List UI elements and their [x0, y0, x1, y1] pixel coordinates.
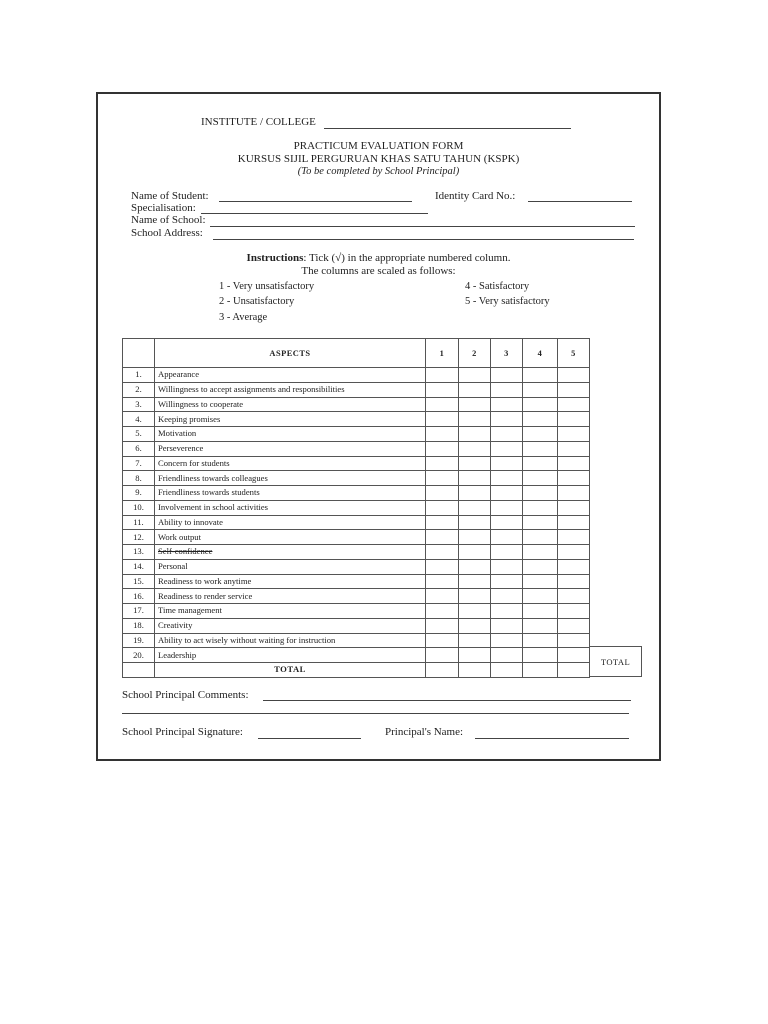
rating-cell-4[interactable] — [523, 574, 558, 589]
rating-cell-3[interactable] — [491, 412, 523, 427]
aspect-label: Self-confidence — [155, 545, 426, 560]
rating-cell-1[interactable] — [426, 382, 459, 397]
institute-input-line[interactable] — [324, 128, 571, 129]
rating-cell-4[interactable] — [523, 441, 558, 456]
rating-cell-2[interactable] — [459, 471, 491, 486]
aspect-label: Readiness to render service — [155, 589, 426, 604]
table-row — [123, 648, 590, 663]
instructions-line — [98, 252, 659, 264]
rating-cell-5[interactable] — [558, 441, 590, 456]
rating-cell-1[interactable] — [426, 427, 459, 442]
aspect-label: Perseverence — [155, 441, 426, 456]
rating-cell-4[interactable] — [523, 589, 558, 604]
row-number: 15. — [123, 574, 155, 589]
row-number: 7. — [123, 456, 155, 471]
row-number: 9. — [123, 486, 155, 501]
rating-cell-1[interactable] — [426, 456, 459, 471]
rating-cell-2[interactable] — [459, 515, 491, 530]
aspect-label: Motivation — [155, 427, 426, 442]
rating-cell-1[interactable] — [426, 648, 459, 663]
scale-4: 4 - Satisfactory — [465, 281, 530, 292]
rating-cell-2[interactable] — [459, 545, 491, 560]
column-header-1: 1 — [426, 339, 459, 368]
scale-3: 3 - Average — [219, 312, 268, 323]
side-total-box[interactable] — [589, 646, 642, 677]
table-row — [123, 515, 590, 530]
rating-cell-3[interactable] — [491, 618, 523, 633]
column-header-4: 4 — [523, 339, 558, 368]
row-number: 13. — [123, 545, 155, 560]
rating-cell-4[interactable] — [523, 427, 558, 442]
rating-cell-3[interactable] — [491, 456, 523, 471]
rating-cell-2[interactable] — [459, 427, 491, 442]
rating-cell-5[interactable] — [558, 648, 590, 663]
scale-note: The columns are scaled as follows: — [301, 265, 456, 277]
rating-cell-1[interactable] — [426, 486, 459, 501]
rating-cell-4[interactable] — [523, 397, 558, 412]
row-number: 6. — [123, 441, 155, 456]
row-number: 20. — [123, 648, 155, 663]
aspect-label: Creativity — [155, 618, 426, 633]
rating-cell-5[interactable] — [558, 589, 590, 604]
principal-name-line[interactable] — [475, 738, 629, 739]
rating-cell-4[interactable] — [523, 412, 558, 427]
row-number: 5. — [123, 427, 155, 442]
rating-cell-3[interactable] — [491, 471, 523, 486]
rating-cell-1[interactable] — [426, 412, 459, 427]
rating-cell-5[interactable] — [558, 545, 590, 560]
aspect-label: Appearance — [155, 368, 426, 383]
rating-cell-1[interactable] — [426, 397, 459, 412]
table-row — [123, 574, 590, 589]
rating-cell-4[interactable] — [523, 530, 558, 545]
rating-cell-1[interactable] — [426, 633, 459, 648]
identity-card-label: Identity Card No.: — [435, 190, 516, 202]
rating-cell-2[interactable] — [459, 618, 491, 633]
student-name-line[interactable] — [219, 201, 412, 202]
rating-cell-3[interactable] — [491, 589, 523, 604]
specialisation-line[interactable] — [201, 213, 428, 214]
total-row — [123, 663, 590, 678]
rating-cell-5[interactable] — [558, 618, 590, 633]
table-row — [123, 604, 590, 619]
rating-cell-2[interactable] — [459, 486, 491, 501]
rating-cell-3[interactable] — [491, 515, 523, 530]
rating-cell-5[interactable] — [558, 486, 590, 501]
row-number: 8. — [123, 471, 155, 486]
specialisation-label: Specialisation: — [131, 202, 196, 214]
rating-cell-2[interactable] — [459, 382, 491, 397]
row-number: 11. — [123, 515, 155, 530]
rating-cell-4[interactable] — [523, 648, 558, 663]
rating-cell-2[interactable] — [459, 633, 491, 648]
rating-cell-2[interactable] — [459, 368, 491, 383]
rating-cell-3[interactable] — [491, 441, 523, 456]
aspect-label: Friendliness towards colleagues — [155, 471, 426, 486]
scale-2: 2 - Unsatisfactory — [219, 296, 295, 307]
table-header-row — [123, 339, 590, 368]
rating-cell-1[interactable] — [426, 515, 459, 530]
row-number: 3. — [123, 397, 155, 412]
rating-cell-3[interactable] — [491, 559, 523, 574]
signature-line[interactable] — [258, 738, 361, 739]
rating-cell-3[interactable] — [491, 633, 523, 648]
rating-cell-3[interactable] — [491, 397, 523, 412]
comments-line-2[interactable] — [122, 713, 629, 714]
total-label: TOTAL — [155, 663, 426, 678]
total-number-cell — [123, 663, 155, 678]
course-title: KURSUS SIJIL PERGURUAN KHAS SATU TAHUN (KSPK) — [237, 153, 520, 165]
rating-cell-5[interactable] — [558, 427, 590, 442]
rating-cell-2[interactable] — [459, 397, 491, 412]
aspect-label: Keeping promises — [155, 412, 426, 427]
table-row — [123, 441, 590, 456]
rating-cell-2[interactable] — [459, 412, 491, 427]
rating-cell-2[interactable] — [459, 530, 491, 545]
completion-note: (To be completed by School Principal) — [297, 166, 460, 177]
school-name-label: Name of School: — [131, 214, 206, 226]
rating-cell-5[interactable] — [558, 500, 590, 515]
rating-cell-2[interactable] — [459, 500, 491, 515]
rating-cell-1[interactable] — [426, 368, 459, 383]
comments-line-1[interactable] — [263, 700, 631, 701]
aspects-header: ASPECTS — [155, 339, 426, 368]
rating-cell-3[interactable] — [491, 382, 523, 397]
rating-cell-3[interactable] — [491, 500, 523, 515]
signature-label: School Principal Signature: — [122, 726, 243, 738]
rating-cell-4[interactable] — [523, 500, 558, 515]
total-cell-3[interactable] — [491, 663, 523, 678]
row-number: 18. — [123, 618, 155, 633]
rating-cell-4[interactable] — [523, 471, 558, 486]
table-row — [123, 559, 590, 574]
rating-cell-4[interactable] — [523, 559, 558, 574]
rating-cell-5[interactable] — [558, 559, 590, 574]
column-header-2: 2 — [459, 339, 491, 368]
rating-cell-2[interactable] — [459, 589, 491, 604]
total-cell-5[interactable] — [558, 663, 590, 678]
aspect-label: Concern for students — [155, 456, 426, 471]
school-address-line[interactable] — [213, 239, 634, 240]
rating-cell-1[interactable] — [426, 574, 459, 589]
aspect-label: Readiness to work anytime — [155, 574, 426, 589]
aspect-label: Friendliness towards students — [155, 486, 426, 501]
rating-cell-5[interactable] — [558, 633, 590, 648]
rating-cell-5[interactable] — [558, 604, 590, 619]
row-number: 2. — [123, 382, 155, 397]
total-cell-4[interactable] — [523, 663, 558, 678]
scale-1: 1 - Very unsatisfactory — [219, 281, 315, 292]
rating-cell-1[interactable] — [426, 559, 459, 574]
table-row — [123, 412, 590, 427]
rating-cell-3[interactable] — [491, 648, 523, 663]
rating-cell-1[interactable] — [426, 604, 459, 619]
table-row — [123, 368, 590, 383]
rating-cell-5[interactable] — [558, 382, 590, 397]
rating-cell-3[interactable] — [491, 530, 523, 545]
instructions-text: : Tick (√) in the appropriate numbered column. — [303, 252, 511, 264]
rating-cell-4[interactable] — [523, 368, 558, 383]
table-row — [123, 486, 590, 501]
table-row — [123, 456, 590, 471]
rating-cell-3[interactable] — [491, 368, 523, 383]
aspect-label: Time management — [155, 604, 426, 619]
rating-cell-5[interactable] — [558, 397, 590, 412]
evaluation-table — [122, 338, 590, 678]
aspect-label: Involvement in school activities — [155, 500, 426, 515]
rating-cell-5[interactable] — [558, 574, 590, 589]
rating-cell-4[interactable] — [523, 382, 558, 397]
table-row — [123, 589, 590, 604]
rating-cell-5[interactable] — [558, 368, 590, 383]
rating-cell-4[interactable] — [523, 604, 558, 619]
total-cell-2[interactable] — [459, 663, 491, 678]
school-address-label: School Address: — [131, 227, 203, 239]
instructions-label: Instructions — [246, 252, 304, 264]
rating-cell-1[interactable] — [426, 530, 459, 545]
rating-cell-1[interactable] — [426, 589, 459, 604]
rating-cell-5[interactable] — [558, 515, 590, 530]
aspect-label: Ability to innovate — [155, 515, 426, 530]
form-title: PRACTICUM EVALUATION FORM — [293, 140, 464, 152]
rating-cell-3[interactable] — [491, 427, 523, 442]
rating-cell-2[interactable] — [459, 441, 491, 456]
comments-label: School Principal Comments: — [122, 689, 249, 701]
rating-cell-5[interactable] — [558, 456, 590, 471]
row-number: 1. — [123, 368, 155, 383]
scale-5: 5 - Very satisfactory — [465, 296, 550, 307]
aspect-label: Willingness to accept assignments and responsibilities — [155, 382, 426, 397]
rating-cell-3[interactable] — [491, 574, 523, 589]
evaluation-form-page — [96, 92, 661, 761]
aspect-label: Leadership — [155, 648, 426, 663]
rating-cell-3[interactable] — [491, 545, 523, 560]
rating-cell-2[interactable] — [459, 559, 491, 574]
student-name-label: Name of Student: — [131, 190, 209, 202]
rating-cell-3[interactable] — [491, 486, 523, 501]
number-header — [123, 339, 155, 368]
row-number: 16. — [123, 589, 155, 604]
rating-cell-2[interactable] — [459, 648, 491, 663]
table-row — [123, 397, 590, 412]
identity-card-line[interactable] — [528, 201, 632, 202]
total-cell-1[interactable] — [426, 663, 459, 678]
aspect-label: Willingness to cooperate — [155, 397, 426, 412]
row-number: 10. — [123, 500, 155, 515]
row-number: 19. — [123, 633, 155, 648]
table-row — [123, 427, 590, 442]
rating-cell-5[interactable] — [558, 530, 590, 545]
rating-cell-1[interactable] — [426, 618, 459, 633]
table-row — [123, 545, 590, 560]
column-header-5: 5 — [558, 339, 590, 368]
rating-cell-4[interactable] — [523, 633, 558, 648]
column-header-3: 3 — [491, 339, 523, 368]
table-row — [123, 500, 590, 515]
school-name-line[interactable] — [210, 226, 635, 227]
row-number: 14. — [123, 559, 155, 574]
row-number: 12. — [123, 530, 155, 545]
rating-cell-4[interactable] — [523, 545, 558, 560]
rating-cell-4[interactable] — [523, 456, 558, 471]
rating-cell-4[interactable] — [523, 486, 558, 501]
rating-cell-1[interactable] — [426, 545, 459, 560]
rating-cell-1[interactable] — [426, 471, 459, 486]
aspect-label: Ability to act wisely without waiting for instruction — [155, 633, 426, 648]
rating-cell-1[interactable] — [426, 500, 459, 515]
table-row — [123, 471, 590, 486]
rating-cell-5[interactable] — [558, 412, 590, 427]
principal-name-label: Principal's Name: — [385, 726, 464, 738]
rating-cell-1[interactable] — [426, 441, 459, 456]
rating-cell-2[interactable] — [459, 456, 491, 471]
table-row — [123, 382, 590, 397]
rating-cell-5[interactable] — [558, 471, 590, 486]
rating-cell-2[interactable] — [459, 604, 491, 619]
rating-cell-4[interactable] — [523, 515, 558, 530]
institute-label: INSTITUTE / COLLEGE — [201, 116, 316, 128]
row-number: 4. — [123, 412, 155, 427]
table-row — [123, 530, 590, 545]
row-number: 17. — [123, 604, 155, 619]
table-row — [123, 633, 590, 648]
rating-cell-3[interactable] — [491, 604, 523, 619]
aspect-label: Work output — [155, 530, 426, 545]
table-row — [123, 618, 590, 633]
rating-cell-4[interactable] — [523, 618, 558, 633]
table-body — [123, 368, 590, 663]
aspect-label: Personal — [155, 559, 426, 574]
side-total-label: TOTAL — [600, 656, 631, 667]
rating-cell-2[interactable] — [459, 574, 491, 589]
